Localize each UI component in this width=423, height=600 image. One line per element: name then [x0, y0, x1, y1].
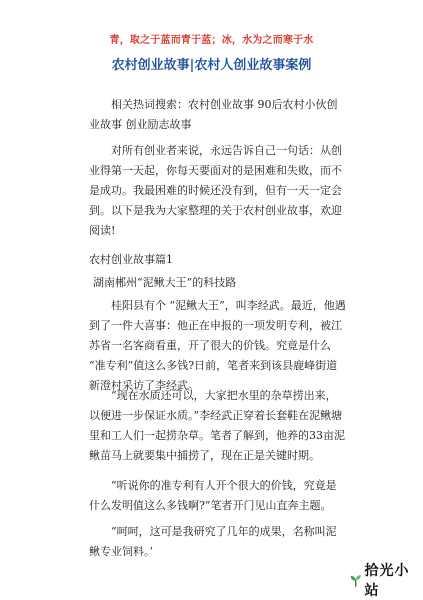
logo-text: 拾光小站	[364, 563, 410, 599]
page-title: 农村创业故事|农村人创业故事案例	[111, 58, 312, 73]
related-keywords: 相关热词搜索：农村创业故事 90后农村小伙创业故事 创业励志故事	[89, 98, 338, 131]
story-paragraph: “听说你的准专利有人开个很大的价钱，究竟是什么发明值这么多钱啊?”笔者开门见山直奔主题。	[89, 479, 337, 512]
section-title: 农村创业故事篇1	[89, 253, 173, 266]
site-logo	[349, 563, 415, 599]
story-paragraph: 桂阳县有个 “泥鳅大王”，叫李经武。最近，他遇到了一件大喜事：他正在申报的一项发明专利，被江苏省一名客商看重，开了很大的价钱。究竟是什么 “准专利”值这么多钱?日前，笔者来到该县鹿峰街道新澄村采访了李经武。	[89, 299, 346, 392]
motto-header: 青，取之于蓝而青于蓝；冰，水为之而寒于水	[109, 35, 314, 46]
story-title: 湖南郴州“泥鳅大王”的科技路	[93, 276, 237, 289]
story-paragraph: “现在水质还可以，大家把水里的杂草捞出来，以便进一步保证水质。”李经武正穿着长套鞋在泥鳅塘里和工人们一起捞杂草。笔者了解到，他养的33亩泥鳅苗马上就要集中捕捞了，现在正是关键时期。	[89, 389, 345, 462]
story-paragraph: “呵呵，这可是我研究了几年的成果，名称叫泥鳅专业饲料。’	[89, 525, 337, 558]
intro-paragraph: 对所有创业者来说，永远告诉自己一句话：从创业得第一天起，你每天要面对的是困难和失败，而不是成功。我最困难的时候还没有到，但有一天一定会到。以下是我为大家整理的关于农村创业故事，欢迎阅读!	[89, 144, 342, 237]
sprout-icon	[349, 571, 362, 589]
